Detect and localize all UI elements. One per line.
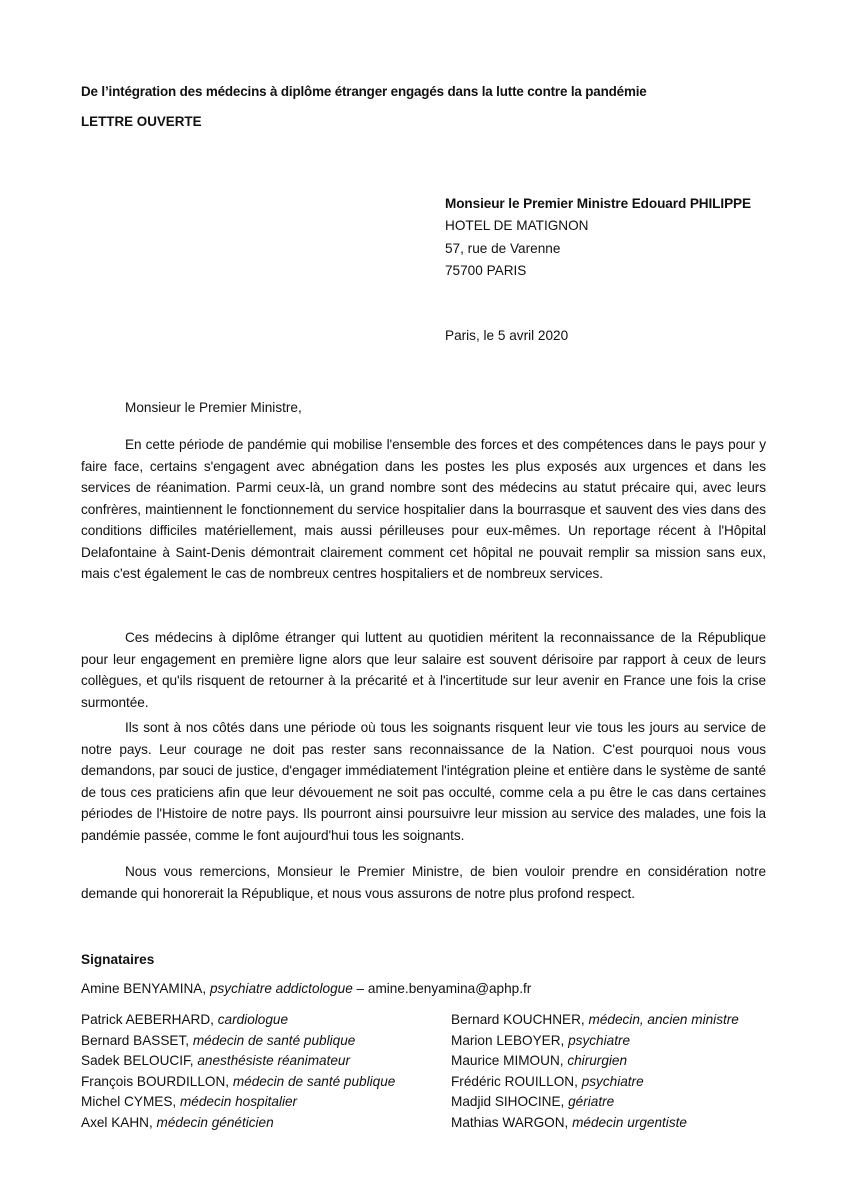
signatory-name: Axel KAHN, (81, 1114, 153, 1130)
recipient-address (445, 193, 751, 282)
signatories-left-column (81, 1010, 395, 1134)
signatory-name: Amine BENYAMINA, (81, 981, 207, 996)
signatory-role: gériatre (568, 1094, 615, 1110)
signatory (451, 1072, 739, 1093)
signatory-name: Bernard KOUCHNER, (451, 1012, 585, 1027)
signatory-role: cardiologue (217, 1012, 289, 1027)
signatory-name: Maurice MIMOUN, (451, 1053, 564, 1069)
salutation: Monsieur le Premier Ministre, (125, 400, 302, 415)
signatory (451, 1092, 739, 1113)
signatory-name: Bernard BASSET, (81, 1032, 190, 1048)
recipient-line: 57, rue de Varenne (445, 240, 561, 256)
signatory (81, 1092, 395, 1113)
signatory (451, 1051, 739, 1072)
signatory-email[interactable]: amine.benyamina@aphp.fr (367, 981, 532, 996)
signatory-name: François BOURDILLON, (81, 1073, 230, 1089)
signatory-name: Sadek BELOUCIF, (81, 1053, 194, 1069)
signatory-role: psychiatre (568, 1032, 631, 1048)
signatory (451, 1031, 739, 1052)
signatory-name: Madjid SIHOCINE, (451, 1094, 565, 1110)
recipient-line: 75700 PARIS (445, 262, 527, 278)
signatory-role: médecin de santé publique (192, 1032, 356, 1048)
body-paragraph: Ces médecins à diplôme étranger qui luttent au quotidien méritent la reconnaissance de la République pour leur engagement en première ligne alors que leur salaire est souvent dérisoire par rapport à ceux de leurs collègues, et qu'ils risquent de retourner à la précarité et à l'incertitude sur leur avenir en France une fois la crise surmontée. (81, 630, 766, 710)
signatory (81, 1051, 395, 1072)
signatory (81, 1010, 395, 1031)
signatory-role: chirurgien (567, 1053, 628, 1069)
signatory-role: psychiatre (581, 1073, 644, 1089)
signatory (451, 1113, 739, 1134)
signatory-role: médecin hospitalier (179, 1094, 298, 1110)
signatory-role: psychiatre addictologue (209, 981, 353, 996)
signatory-name: Frédéric ROUILLON, (451, 1073, 578, 1089)
document-title: De l’intégration des médecins à diplôme étranger engagés dans la lutte contre la pandémie (81, 84, 647, 99)
body-paragraph: En cette période de pandémie qui mobilise l'ensemble des forces et des compétences dans le pays pour y faire face, certains s'engagent avec abnégation dans les postes les plus exposés aux urgences et dans les services de réanimation. Parmi ceux-là, un grand nombre sont des médecins au statut précaire qui, avec leurs confrères, maintiennent le fonctionnement du service hospitalier dans la bourrasque et sauvent des vies dans des conditions difficiles matériellement, mais aussi périlleuses pour eux-mêmes. Un reportage récent à l'Hôpital Delafontaine à Saint-Denis démontrait clairement comment cet hôpital ne pouvait remplir sa mission sans eux, mais c'est également le cas de nombreux centres hospitaliers et de nombreux services. (81, 437, 766, 581)
signatory (81, 1072, 395, 1093)
signatory (81, 1113, 395, 1134)
signatories-heading: Signataires (81, 952, 155, 967)
signatory-role: médecin de santé publique (232, 1073, 396, 1089)
signatory-role: médecin, ancien ministre (588, 1012, 739, 1027)
signatory (81, 1031, 395, 1052)
recipient-name: Monsieur le Premier Ministre Edouard PHILIPPE (445, 196, 751, 211)
signatory-name: Mathias WARGON, (451, 1114, 569, 1130)
signatory (451, 1010, 739, 1031)
signatory-name: Michel CYMES, (81, 1094, 177, 1110)
letter-date: Paris, le 5 avril 2020 (445, 328, 569, 343)
signatories-right-column (451, 1010, 739, 1134)
document-subtitle: LETTRE OUVERTE (81, 114, 202, 129)
signatory-role: médecin urgentiste (572, 1114, 687, 1130)
main-signatory (81, 981, 531, 996)
separator: – (352, 981, 368, 996)
signatory-role: médecin généticien (156, 1114, 274, 1130)
recipient-line: HOTEL DE MATIGNON (445, 218, 589, 234)
body-paragraph: Ils sont à nos côtés dans une période où tous les soignants risquent leur vie tous les jours au service de notre pays. Leur courage ne doit pas rester sans reconnaissance de la Nation. C'est pourquoi nous vous demandons, par souci de justice, d'engager immédiatement l'intégration pleine et entière dans le système de santé de tous ces praticiens afin que leur dévouement ne soit pas occulté, comme cela a pu être le cas dans certaines périodes de l'Histoire de notre pays. Ils pourront ainsi poursuivre leur mission au service des malades, une fois la pandémie passée, comme le font aujourd'hui tous les soignants. (81, 720, 766, 843)
signatory-name: Patrick AEBERHARD, (81, 1012, 214, 1027)
signatory-name: Marion LEBOYER, (451, 1032, 565, 1048)
signatory-role: anesthésiste réanimateur (197, 1053, 350, 1069)
body-paragraph: Nous vous remercions, Monsieur le Premier Ministre, de bien vouloir prendre en considération notre demande qui honorerait la République, et nous vous assurons de notre plus profond respect. (81, 864, 766, 901)
